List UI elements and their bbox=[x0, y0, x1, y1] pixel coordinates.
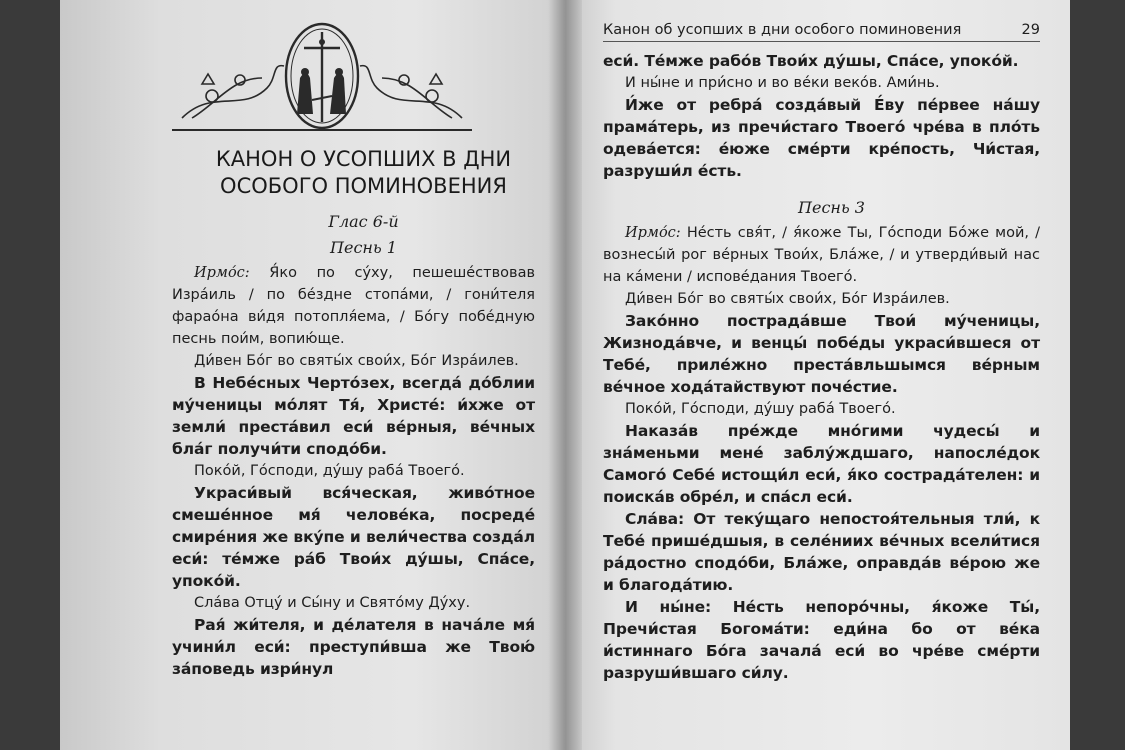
troparion-continuation: еси́. Те́мже рабо́в Твои́х ду́шы, Спа́се, упоко́й. bbox=[603, 52, 1019, 70]
page-number: 29 bbox=[1021, 22, 1040, 38]
refrain: Поко́й, Го́споди, ду́шу раба́ Твоего́. bbox=[625, 401, 896, 417]
troparion: Рая́ жи́теля, и де́лателя в нача́ле мя́ учини́л еси́: преступи́вша же Твою́ за́поведь изри́нул bbox=[172, 616, 535, 678]
irmos-label: Ирмо́с: bbox=[625, 225, 681, 241]
refrain: Ди́вен Бо́г во святы́х свои́х, Бо́г Изра́илев. bbox=[194, 353, 519, 369]
song-heading: Песнь 1 bbox=[330, 238, 397, 257]
troparion: В Небе́сных Черто́зех, всегда́ до́блии му́ченицы мо́лят Тя́, Христе́: и́хже от земли́ преста́вил еси́ ве́рныя, ве́чных бла́г получи́ти сподо́би. bbox=[172, 374, 535, 458]
running-head bbox=[603, 22, 1040, 42]
right-page bbox=[565, 0, 1070, 750]
glory-troparion bbox=[603, 508, 1040, 596]
troparion: Наказа́в пре́жде мно́гими чудесы́ и зна́меньми мене́ заблу́ждшаго, напосле́док Самого́ Себе́ истощи́л еси́, я́ко сострада́телен: и поиска́в обре́л, и спа́сл еси́. bbox=[603, 422, 1040, 506]
book-gutter bbox=[548, 0, 582, 750]
now-text: Не́сть непоро́чны, я́коже Ты́, Пречи́стая Богома́ти: еди́на бо от ве́ка и́стиннаго Бо́га зачала́ еси́ во чре́ве сме́рти разруши́вшаго си́лу. bbox=[603, 598, 1040, 682]
irmos-text: Я́ко по су́ху, пешеше́ствовав Изра́иль / по бе́здне стопа́ми, / гони́теля фарао́на ви́дя потопля́ема, / Бо́гу побе́дную песнь пои́м, вопию́ще. bbox=[172, 265, 535, 347]
now-label: И ны́не: bbox=[625, 598, 712, 616]
glory-text: От теку́щаго непостоя́тельныя тли́, к Тебе́ прише́дшыя, в селе́ниих ве́чных всели́тися ра́достно сподо́би, Бла́же, оправда́в ве́рою же и благода́тию. bbox=[603, 510, 1041, 594]
irmos bbox=[603, 222, 1040, 288]
left-page bbox=[60, 0, 565, 750]
irmos bbox=[172, 262, 535, 350]
page-title: КАНОН О УСОПШИХ В ДНИ ОСОБОГО ПОМИНОВЕНИЯ bbox=[215, 147, 512, 198]
troparion: Зако́нно пострада́вше Твои́ му́ченицы, Жизнода́вче, и венцы́ побе́ды украси́вшеся от Тебе́, приле́жно преста́вльшымся ве́рным ве́чное хода́тайствуют поче́стие. bbox=[603, 312, 1040, 396]
refrain: Поко́й, Го́споди, ду́шу раба́ Твоего́. bbox=[194, 463, 465, 479]
now-troparion bbox=[603, 596, 1040, 684]
theotokion: И́же от ребра́ созда́вый Е́ву пе́рвее на́шу прама́терь, из пречи́стаго Твоего́ чре́ва в пло́ть одева́ется: е́юже сме́рти кре́пость, Чи́стая, разруши́л е́сть. bbox=[603, 96, 1040, 180]
glas-heading: Глас 6-й bbox=[328, 212, 399, 231]
crucifixion-ornament-icon bbox=[172, 18, 472, 136]
refrain: И ны́не и при́сно и во ве́ки веко́в. Ами́нь. bbox=[625, 75, 940, 91]
doxology: Сла́ва Отцу́ и Сы́ну и Свято́му Ду́ху. bbox=[194, 595, 471, 611]
troparion: Украси́вый вся́ческая, живо́тное смеше́нное мя́ челове́ка, посреде́ смире́ния же вку́пе и вели́чества созда́л еси́: те́мже ра́б Твои́х ду́шы, Спа́се, упоко́й. bbox=[172, 484, 535, 590]
song-heading: Песнь 3 bbox=[798, 198, 865, 217]
irmos-label: Ирмо́с: bbox=[194, 265, 250, 281]
running-title: Канон об усопших в дни особого поминовения bbox=[603, 22, 962, 38]
glory-label: Сла́ва: bbox=[625, 510, 685, 528]
refrain: Ди́вен Бо́г во святы́х свои́х, Бо́г Изра́илев. bbox=[625, 291, 950, 307]
irmos-text: Не́сть свя́т, / я́коже Ты, Го́споди Бо́же мой, / вознесы́й рог ве́рных Твои́х, Бла́же, / и утверди́вый нас на ка́мени / испове́дания Твоего́. bbox=[603, 225, 1040, 285]
